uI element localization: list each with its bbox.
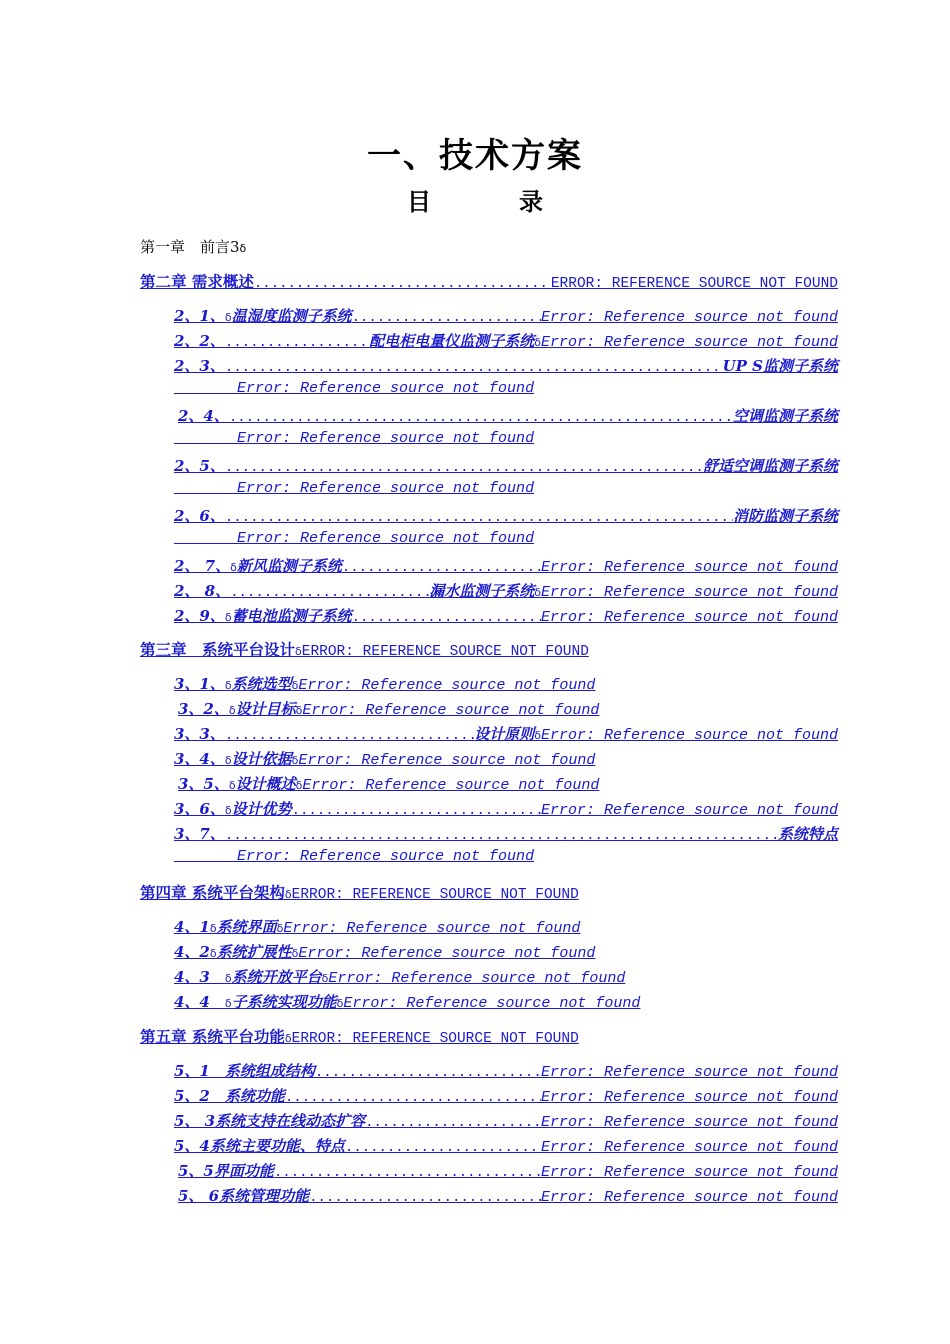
toc-entry-title: 舒适空调监测子系统 xyxy=(702,457,838,475)
toc-entry[interactable] xyxy=(174,748,595,769)
toc-page-ref: Error: Reference source not found xyxy=(237,848,535,865)
dot-leader xyxy=(225,828,778,844)
dot-leader xyxy=(225,360,723,376)
toc-heading-left: 目 xyxy=(407,187,431,216)
toc-entry[interactable] xyxy=(174,1110,838,1131)
toc-entry-title: 蓄电池监测子系统 xyxy=(231,607,352,625)
dot-leader xyxy=(342,560,541,576)
paragraph-mark: δ xyxy=(284,1032,292,1045)
paragraph-mark: δ xyxy=(295,645,302,658)
dot-leader xyxy=(309,1190,541,1206)
toc-entry-title: 系统特点 xyxy=(777,825,838,843)
paragraph-mark: δ xyxy=(239,242,247,255)
toc-entry[interactable] xyxy=(174,823,838,844)
toc-entry[interactable] xyxy=(174,455,838,476)
toc-entry[interactable] xyxy=(174,305,838,326)
toc-entry-continuation xyxy=(174,380,534,397)
dot-leader xyxy=(315,1065,541,1081)
toc-entry-continuation xyxy=(174,430,534,447)
toc-page-ref: Error: Reference source not found xyxy=(283,920,581,937)
toc-page-ref: Error: Reference source not found xyxy=(298,677,596,694)
toc-entry[interactable] xyxy=(178,698,599,719)
toc-page-ref: Error: Reference source not found xyxy=(237,480,535,497)
toc-entry[interactable] xyxy=(140,1025,579,1047)
dot-leader xyxy=(292,803,541,819)
toc-entry[interactable] xyxy=(174,673,595,694)
toc-entry-number: 2、 7、 xyxy=(174,557,231,575)
toc-entry[interactable] xyxy=(174,330,838,351)
toc-entry[interactable] xyxy=(174,555,838,576)
indent xyxy=(174,380,237,397)
toc-entry-number: 2、1、 xyxy=(174,307,225,325)
dot-leader xyxy=(285,1090,541,1106)
toc-page-ref: Error: Reference source not found xyxy=(540,559,838,576)
toc-page-ref: Error: Reference source not found xyxy=(302,777,600,794)
toc-entry-title: 系统功能 xyxy=(224,1087,285,1105)
dot-leader xyxy=(225,510,733,526)
paragraph-mark: δ xyxy=(534,729,541,742)
toc-page-ref: Error: Reference source not found xyxy=(237,380,535,397)
toc-entry[interactable] xyxy=(140,881,579,903)
toc-entry-number: 3、7、 xyxy=(174,825,225,843)
toc-entry-title: 界面功能 xyxy=(213,1162,274,1180)
toc-entry-number: 第二章 需求概述 xyxy=(140,272,254,291)
dot-leader xyxy=(352,310,541,326)
paragraph-mark: δ xyxy=(224,972,232,985)
toc-page-ref: Error: Reference source not found xyxy=(540,309,838,326)
paragraph-mark: δ xyxy=(534,336,541,349)
toc-entry-number: 4、1 xyxy=(174,918,210,936)
toc-entry-label: 第一章 前言3 xyxy=(140,238,240,256)
toc-page-ref: Error: Reference source not found xyxy=(540,1114,838,1131)
paragraph-mark: δ xyxy=(295,704,303,717)
toc-entry-title: 系统开放平台 xyxy=(231,968,322,986)
toc-entry-title: 空调监测子系统 xyxy=(732,407,838,425)
toc-entry-continuation xyxy=(174,530,534,547)
toc-entry-number: 2、4、 xyxy=(178,407,229,425)
indent xyxy=(174,430,237,447)
toc-page-ref: ERROR: REFERENCE SOURCE NOT FOUND xyxy=(291,1031,579,1047)
toc-entry-title: 系统扩展性 xyxy=(216,943,292,961)
toc-heading-right: 录 xyxy=(519,187,543,216)
paragraph-mark: δ xyxy=(284,888,292,901)
toc-page-ref: Error: Reference source not found xyxy=(237,530,535,547)
paragraph-mark: δ xyxy=(224,311,232,324)
toc-page-ref: Error: Reference source not found xyxy=(540,609,838,626)
toc-entry[interactable] xyxy=(140,270,838,292)
dot-leader xyxy=(345,1140,541,1156)
toc-entry-title: UP S监测子系统 xyxy=(722,357,838,375)
toc-entry-number: 3、2、 xyxy=(178,700,229,718)
toc-page-ref: Error: Reference source not found xyxy=(343,995,641,1012)
toc-entry[interactable] xyxy=(174,505,838,526)
toc-entry[interactable] xyxy=(174,941,595,962)
toc-entry-number: 第四章 系统平台架构 xyxy=(140,883,285,902)
dot-leader xyxy=(225,728,474,744)
toc-page-ref: Error: Reference source not found xyxy=(540,1139,838,1156)
dot-leader xyxy=(365,1115,541,1131)
toc-entry-title: 新风监测子系统 xyxy=(236,557,342,575)
toc-page-ref: Error: Reference source not found xyxy=(540,584,838,601)
toc-entry-title: 消防监测子系统 xyxy=(732,507,838,525)
paragraph-mark: δ xyxy=(336,997,344,1010)
toc-page-ref: Error: Reference source not found xyxy=(540,1089,838,1106)
toc-page-ref: Error: Reference source not found xyxy=(302,702,600,719)
dot-leader xyxy=(225,335,369,351)
paragraph-mark: δ xyxy=(224,754,232,767)
toc-entry-number: 3、3、 xyxy=(174,725,225,743)
toc-entry-title: 子系统实现功能 xyxy=(231,993,337,1011)
toc-page-ref: Error: Reference source not found xyxy=(540,1064,838,1081)
toc-entry[interactable] xyxy=(174,355,838,376)
toc-page-ref: Error: Reference source not found xyxy=(540,802,838,819)
paragraph-mark: δ xyxy=(295,779,303,792)
toc-entry[interactable] xyxy=(174,991,640,1012)
paragraph-mark: δ xyxy=(209,947,217,960)
toc-entry-number: 2、3、 xyxy=(174,357,225,375)
paragraph-mark: δ xyxy=(224,611,232,624)
toc-page-ref: Error: Reference source not found xyxy=(237,430,535,447)
toc-page-ref: Error: Reference source not found xyxy=(540,1189,838,1206)
dot-leader xyxy=(352,610,541,626)
toc-entry-number: 第五章 系统平台功能 xyxy=(140,1027,285,1046)
paragraph-mark: δ xyxy=(534,586,541,599)
toc-entry-continuation xyxy=(174,480,534,497)
dot-leader xyxy=(274,1165,541,1181)
paragraph-mark: δ xyxy=(230,561,237,574)
toc-entry-number: 3、5、 xyxy=(178,775,229,793)
toc-entry-number: 3、4、 xyxy=(174,750,225,768)
toc-entry-number: 2、5、 xyxy=(174,457,225,475)
toc-page-ref: Error: Reference source not found xyxy=(298,945,596,962)
toc-entry[interactable] xyxy=(174,1085,838,1106)
toc-entry-title: 系统界面 xyxy=(216,918,277,936)
toc-entry-number: 3、6、 xyxy=(174,800,225,818)
paragraph-mark: δ xyxy=(228,704,236,717)
toc-entry-title: 系统主要功能、特点 xyxy=(209,1137,345,1155)
toc-entry[interactable] xyxy=(174,580,838,601)
indent xyxy=(174,480,237,497)
toc-entry-title: 设计依据 xyxy=(231,750,292,768)
toc-entry-number: 4、2 xyxy=(174,943,210,961)
toc-entry xyxy=(140,236,246,257)
toc-entry-number: 2、 8、 xyxy=(174,582,231,600)
toc-page-ref: ERROR: REFERENCE SOURCE NOT FOUND xyxy=(291,887,579,903)
toc-entry[interactable] xyxy=(178,773,599,794)
toc-entry-number: 2、2、 xyxy=(174,332,225,350)
toc-entry-title: 系统选型 xyxy=(231,675,292,693)
dot-leader xyxy=(225,460,703,476)
toc-entry-number: 5、5 xyxy=(178,1162,214,1180)
paragraph-mark: δ xyxy=(224,679,232,692)
toc-entry-title: 系统管理功能 xyxy=(219,1187,310,1205)
toc-entry[interactable] xyxy=(178,1160,838,1181)
toc-page-ref: Error: Reference source not found xyxy=(540,727,838,744)
dot-leader xyxy=(254,276,551,292)
dot-leader xyxy=(229,410,733,426)
toc-entry[interactable] xyxy=(174,966,625,987)
toc-entry-number: 2、9、 xyxy=(174,607,225,625)
toc-entry[interactable] xyxy=(174,1135,838,1156)
paragraph-mark: δ xyxy=(224,997,232,1010)
toc-entry-number: 第三章 系统平台设计 xyxy=(140,640,296,659)
indent xyxy=(174,848,237,865)
paragraph-mark: δ xyxy=(291,947,299,960)
toc-entry-number: 5、 3 xyxy=(174,1112,216,1130)
toc-entry[interactable] xyxy=(174,605,838,626)
toc-entry-number: 5、4 xyxy=(174,1137,210,1155)
indent xyxy=(174,530,237,547)
toc-entry[interactable] xyxy=(174,1060,838,1081)
toc-entry-number: 5、2 xyxy=(174,1087,225,1105)
toc-entry-number: 2、6、 xyxy=(174,507,225,525)
toc-entry-number: 4、3 xyxy=(174,968,225,986)
paragraph-mark: δ xyxy=(276,922,284,935)
toc-entry[interactable] xyxy=(178,1185,838,1206)
toc-entry-title: 设计目标 xyxy=(235,700,296,718)
toc-entry-title: 设计优势 xyxy=(231,800,292,818)
toc-entry[interactable] xyxy=(178,405,838,426)
toc-page-ref: Error: Reference source not found xyxy=(298,752,596,769)
toc-entry-number: 5、 6 xyxy=(178,1187,220,1205)
paragraph-mark: δ xyxy=(209,922,217,935)
toc-page-ref: ERROR: REFERENCE SOURCE NOT FOUND xyxy=(301,644,589,660)
paragraph-mark: δ xyxy=(321,972,329,985)
toc-entry-number: 3、1、 xyxy=(174,675,225,693)
paragraph-mark: δ xyxy=(291,754,299,767)
toc-page-ref: Error: Reference source not found xyxy=(540,1164,838,1181)
toc-page-ref: Error: Reference source not found xyxy=(328,970,626,987)
toc-entry-title: 温湿度监测子系统 xyxy=(231,307,352,325)
toc-entry-continuation xyxy=(174,848,534,865)
toc-entry-title: 设计原则 xyxy=(474,725,535,743)
toc-entry[interactable] xyxy=(140,638,589,660)
toc-entry-number: 4、4 xyxy=(174,993,225,1011)
toc-entry-title: 系统支持在线动态扩容 xyxy=(215,1112,366,1130)
document-title: 一、技术方案 xyxy=(367,136,583,176)
toc-entry-title: 系统组成结构 xyxy=(224,1062,315,1080)
toc-entry-number: 5、1 xyxy=(174,1062,225,1080)
toc-entry[interactable] xyxy=(174,798,838,819)
toc-entry[interactable] xyxy=(174,916,580,937)
paragraph-mark: δ xyxy=(228,779,236,792)
toc-entry-title: 漏水监测子系统 xyxy=(429,582,535,600)
paragraph-mark: δ xyxy=(224,804,232,817)
toc-entry[interactable] xyxy=(174,723,838,744)
dot-leader xyxy=(230,585,429,601)
toc-entry-title: 设计概述 xyxy=(235,775,296,793)
toc-page-ref: Error: Reference source not found xyxy=(540,334,838,351)
paragraph-mark: δ xyxy=(291,679,299,692)
toc-page-ref: ERROR: REFERENCE SOURCE NOT FOUND xyxy=(550,276,838,292)
toc-entry-title: 配电柜电量仪监测子系统 xyxy=(369,332,535,350)
